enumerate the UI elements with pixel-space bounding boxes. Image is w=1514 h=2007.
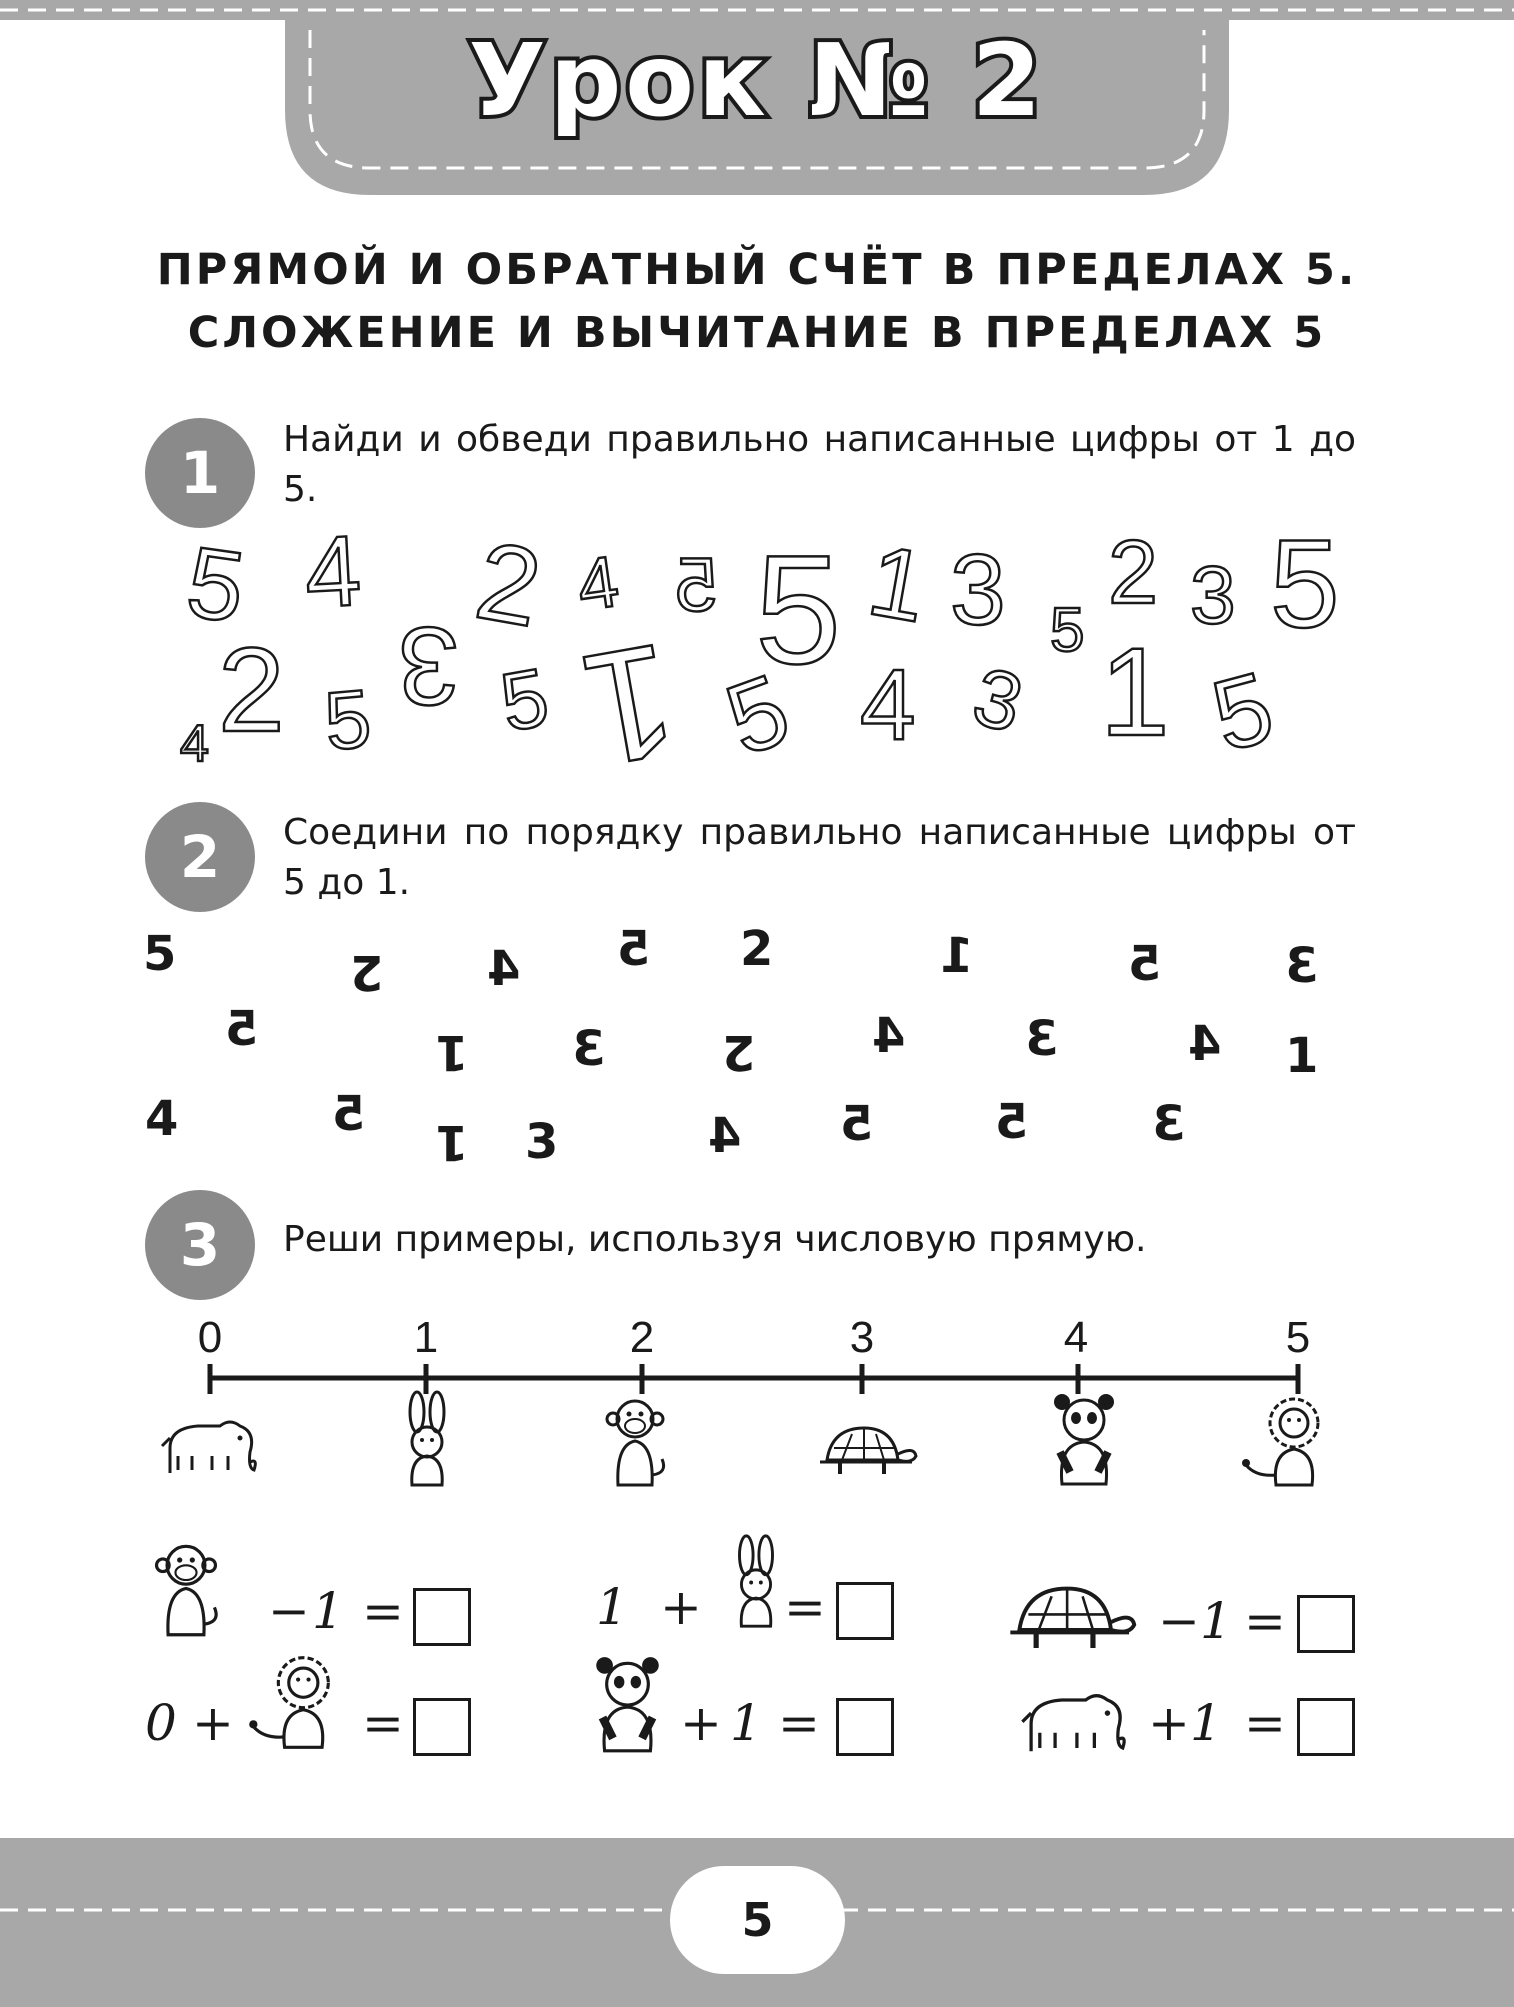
answer-box[interactable] xyxy=(836,1698,894,1756)
outline-digit[interactable]: 1 xyxy=(860,524,935,644)
outline-digit[interactable]: 5 xyxy=(494,651,556,750)
equation-number: 0 xyxy=(145,1694,177,1752)
bold-digit[interactable]: 5 xyxy=(840,1096,874,1152)
outline-digit[interactable]: 5 xyxy=(180,525,252,645)
bold-digit[interactable]: 4 xyxy=(708,1108,742,1164)
bold-digit[interactable]: 1 xyxy=(1285,1028,1319,1084)
equals-sign: = xyxy=(362,1694,404,1752)
equation-number: 1 xyxy=(1190,1694,1222,1752)
bold-digit[interactable]: 4 xyxy=(487,941,521,997)
bold-digit[interactable]: 5 xyxy=(225,1001,259,1057)
outline-digit[interactable]: 3 xyxy=(1190,550,1236,641)
answer-box[interactable] xyxy=(836,1582,894,1640)
elephant-icon xyxy=(158,1408,268,1488)
equation-number: 1 xyxy=(730,1694,762,1752)
operator: − xyxy=(268,1582,310,1640)
outline-digit[interactable]: 3 xyxy=(964,650,1032,751)
bold-digit[interactable]: 1 xyxy=(940,928,974,984)
outline-digit[interactable]: 2 xyxy=(1108,523,1159,623)
lion-icon xyxy=(245,1653,345,1753)
tick-label: 1 xyxy=(413,1313,439,1362)
operator: − xyxy=(1158,1592,1200,1650)
bold-digit[interactable]: 5 xyxy=(995,1094,1029,1150)
outline-digit[interactable]: 4 xyxy=(180,715,209,773)
outline-digit[interactable]: 3 xyxy=(950,534,1006,646)
equals-sign: = xyxy=(1244,1592,1286,1650)
equals-sign: = xyxy=(784,1578,826,1636)
tick-label: 5 xyxy=(1285,1313,1311,1362)
equation-number: 1 xyxy=(312,1582,344,1640)
answer-box[interactable] xyxy=(1297,1595,1355,1653)
bold-digit[interactable]: 3 xyxy=(572,1021,606,1077)
answer-box[interactable] xyxy=(1297,1698,1355,1756)
page-heading-line1: ПРЯМОЙ И ОБРАТНЫЙ СЧЁТ В ПРЕДЕЛАХ 5. xyxy=(156,245,1358,295)
answer-box[interactable] xyxy=(413,1588,471,1646)
task-number-badge: 2 xyxy=(145,802,255,912)
monkey-icon xyxy=(600,1395,670,1490)
equals-sign: = xyxy=(778,1694,820,1752)
elephant-icon xyxy=(1018,1680,1138,1768)
outline-digit[interactable]: 5 xyxy=(675,543,718,628)
bold-digit[interactable]: 3 xyxy=(1152,1096,1186,1152)
outline-digit[interactable]: 2 xyxy=(218,623,285,757)
outline-digit[interactable]: 5 xyxy=(1201,650,1285,774)
bold-digit[interactable]: 4 xyxy=(1188,1016,1222,1072)
operator: + xyxy=(680,1694,722,1752)
outline-digit[interactable]: 5 xyxy=(321,673,375,768)
outline-digit[interactable]: 2 xyxy=(467,518,550,651)
tick-label: 2 xyxy=(629,1313,655,1362)
bold-digit[interactable]: 5 xyxy=(143,926,177,982)
bold-digit[interactable]: 2 xyxy=(722,1024,756,1080)
bold-digit[interactable]: 1 xyxy=(435,1114,469,1170)
bold-digit[interactable]: 2 xyxy=(740,921,774,977)
task-3-text: Реши примеры, используя числовую прямую. xyxy=(283,1219,1147,1260)
bold-digit[interactable]: 3 xyxy=(525,1114,559,1170)
monkey-icon xyxy=(138,1540,234,1640)
rabbit-icon xyxy=(722,1525,790,1640)
operator: + xyxy=(1148,1694,1190,1752)
tick-label: 4 xyxy=(1063,1313,1089,1362)
equals-sign: = xyxy=(1244,1694,1286,1752)
panda-icon xyxy=(590,1655,665,1755)
equation-number: 1 xyxy=(1200,1592,1232,1650)
turtle-icon xyxy=(1000,1578,1142,1656)
page-number: 5 xyxy=(670,1866,845,1974)
bold-digit[interactable]: 3 xyxy=(1025,1011,1059,1067)
task-1-text: Найди и обведи правильно написанные цифры от 1 до 5. xyxy=(283,419,1356,510)
number-line xyxy=(200,1360,1320,1400)
equals-sign: = xyxy=(362,1582,404,1640)
outline-digit[interactable]: 4 xyxy=(302,514,364,630)
page-heading-line2: СЛОЖЕНИЕ И ВЫЧИТАНИЕ В ПРЕДЕЛАХ 5 xyxy=(187,308,1327,358)
operator: + xyxy=(660,1578,702,1636)
panda-icon xyxy=(1048,1392,1120,1488)
bold-digit[interactable]: 1 xyxy=(435,1024,469,1080)
outline-digit[interactable]: 5 xyxy=(1270,515,1340,654)
bold-digit[interactable]: 4 xyxy=(145,1091,179,1147)
outline-digit[interactable]: 5 xyxy=(1050,596,1085,665)
lion-icon xyxy=(1238,1395,1334,1490)
bold-digit[interactable]: 3 xyxy=(1285,938,1319,994)
outline-digit[interactable]: 5 xyxy=(755,523,842,696)
task-number-badge: 3 xyxy=(145,1190,255,1300)
bold-digit[interactable]: 2 xyxy=(350,944,384,1000)
bold-digit[interactable]: 5 xyxy=(332,1086,366,1142)
bold-digit[interactable]: 5 xyxy=(1128,936,1162,992)
task-number-badge: 1 xyxy=(145,418,255,528)
operator: + xyxy=(192,1694,234,1752)
outline-digit[interactable]: 1 xyxy=(570,609,689,802)
rabbit-icon xyxy=(392,1390,462,1490)
outline-digit[interactable]: 4 xyxy=(572,541,624,627)
outline-digit[interactable]: 1 xyxy=(1100,623,1170,762)
equation-number: 1 xyxy=(596,1578,628,1636)
outline-digit[interactable]: 3 xyxy=(398,604,460,727)
task-2-text: Соедини по порядку правильно написанные цифры от 5 до 1. xyxy=(283,812,1356,903)
tick-label: 3 xyxy=(849,1313,875,1362)
bold-digit[interactable]: 5 xyxy=(617,921,651,977)
outline-digit[interactable]: 5 xyxy=(712,652,804,778)
answer-box[interactable] xyxy=(413,1698,471,1756)
lesson-title: Урок № 2 xyxy=(468,22,1046,139)
turtle-icon xyxy=(812,1420,922,1480)
outline-digit[interactable]: 4 xyxy=(860,649,916,761)
tick-label: 0 xyxy=(197,1313,223,1362)
bold-digit[interactable]: 4 xyxy=(872,1008,906,1064)
